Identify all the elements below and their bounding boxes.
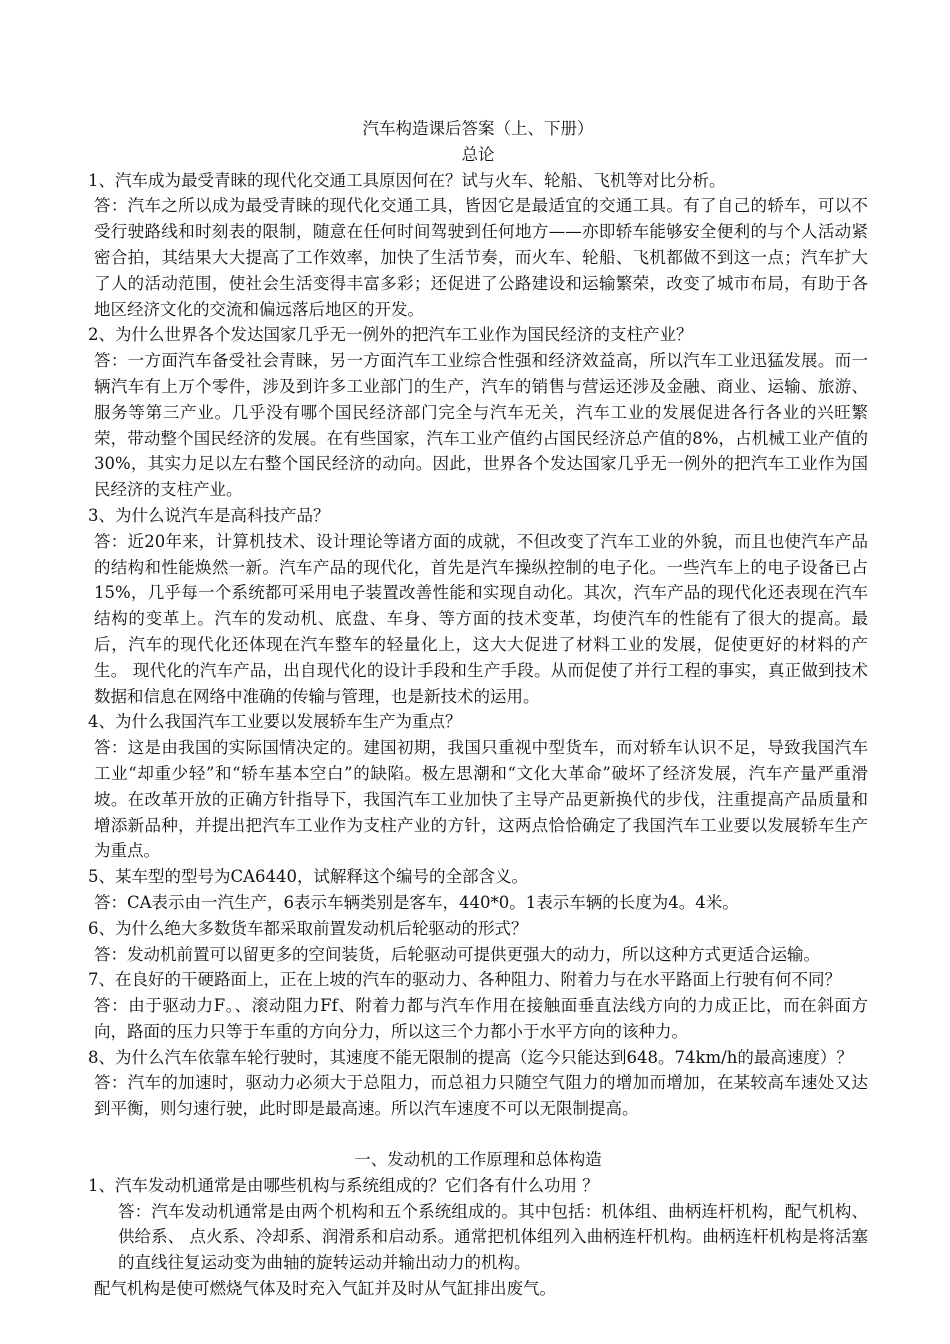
answer-1: 答：汽车之所以成为最受青睐的现代化交通工具，皆因它是最适宜的交通工具。有了自己的轿车，可以不受行驶路线和时刻表的限制，随意在任何时间驾驶到任何地方——亦即轿车能够安全便利的与个人活动紧密合拍，其结果大大提高了工作效率，加快了生活节奏，而火车、轮船、飞机都做不到这一点；汽车扩大了人的活动范围，使社会生活变得丰富多彩；还促进了公路建设和运输繁荣，改变了城市布局，有助于各地区经济文化的交流和偏远落后地区的开发。: [94, 196, 868, 319]
question-8: 8、为什么汽车依靠车轮行驶时，其速度不能无限制的提高（迄今只能达到648。74km/h的最高速度）？: [88, 1047, 853, 1067]
answer-7: 答：由于驱动力F。、滚动阻力Ff、附着力都与汽车作用在接触面垂直法线方向的力成正比，而在斜面方向，路面的压力只等于车重的方向分力，所以这三个力都小于水平方向的该种力。: [94, 996, 868, 1041]
answer-2: 答：一方面汽车备受社会青睐，另一方面汽车工业综合性强和经济效益高，所以汽车工业迅猛发展。而一辆汽车有上万个零件，涉及到许多工业部门的生产，汽车的销售与营运还涉及金融、商业、运输、旅游、服务等第三产业。几乎没有哪个国民经济部门完全与汽车无关，汽车工业的发展促进各行各业的兴旺繁荣，带动整个国民经济的发展。在有些国家，汽车工业产值约占国民经济总产值的8%，占机械工业产值的30%，其实力足以左右整个国民经济的动向。因此，世界各个发达国家几乎无一例外的把汽车工业作为国民经济的支柱产业。: [94, 351, 868, 500]
section-title-intro: 总论: [461, 144, 495, 164]
section-spacer: [88, 1122, 868, 1147]
answer-6: 答：发动机前置可以留更多的空间装货，后轮驱动可提供更强大的动力，所以这种方式更适合运输。: [94, 944, 820, 964]
answer-3: 答：近20年来，计算机技术、设计理论等诸方面的成就，不但改变了汽车工业的外貌，而且也使汽车产品的结构和性能焕然一新。汽车产品的现代化，首先是汽车操纵控制的电子化。一些汽车上的电子设备已占15%，几乎每一个系统都可采用电子装置改善性能和实现自动化。其次，汽车产品的现代化还表现在汽车结构的变革上。汽车的发动机、底盘、车身、等方面的技术变革，均使汽车的性能有了很大的提高。最后，汽车的现代化还体现在汽车整车的轻量化上，这大大促进了材料工业的发展，促使更好的材料的产生。 现代化的汽车产品，出自现代化的设计手段和生产手段。从而促使了并行工程的事实，真正做到技术数据和信息在网络中准确的传输与管理，也是新技术的运用。: [94, 531, 868, 706]
question-2: 2、为什么世界各个发达国家几乎无一例外的把汽车工业作为国民经济的支柱产业？: [88, 325, 693, 345]
question-5: 5、某车型的型号为CA6440，试解释这个编号的全部含义。: [88, 867, 529, 887]
question-3: 3、为什么说汽车是高科技产品？: [88, 505, 330, 525]
question-1: 1、汽车成为最受青睐的现代化交通工具原因何在？试与火车、轮船、飞机等对比分析。: [88, 170, 726, 190]
document-title: 汽车构造课后答案（上、下册）: [362, 119, 594, 138]
chapter1-question-1: 1、汽车发动机通常是由哪些机构与系统组成的？它们各有什么功用 ？: [88, 1175, 599, 1195]
answer-5: 答：CA表示由一汽生产，6表示车辆类别是客车，440*0。1表示车辆的长度为4。4米。: [94, 892, 739, 912]
answer-8: 答：汽车的加速时，驱动力必须大于总阻力，而总祖力只随空气阻力的增加而增加，在某较高车速处又达到平衡，则匀速行驶，此时即是最高速。所以汽车速度不可以无限制提高。: [94, 1073, 868, 1119]
question-6: 6、为什么绝大多数货车都采取前置发动机后轮驱动的形式？: [88, 918, 528, 938]
question-7: 7、在良好的干硬路面上，正在上坡的汽车的驱动力、各种阻力、附着力与在水平路面上行驶有何不同？: [88, 970, 841, 990]
chapter1-answer-1-continued: 配气机构是使可燃烧气体及时充入气缸并及时从气缸排出废气。: [94, 1279, 556, 1299]
document-page: [88, 116, 868, 1302]
answer-4: 答：这是由我国的实际国情决定的。建国初期，我国只重视中型货车，而对轿车认识不足，导致我国汽车工业“却重少轻”和“轿车基本空白”的缺陷。极左思潮和“文化大革命”破坏了经济发展，汽车产量严重滑坡。在改革开放的正确方针指导下，我国汽车工业加快了主导产品更新换代的步伐，注重提高产品质量和增添新品种，并提出把汽车工业作为支柱产业的方针，这两点恰恰确定了我国汽车工业要以发展轿车生产为重点。: [94, 738, 868, 861]
chapter1-answer-1: 答：汽车发动机通常是由两个机构和五个系统组成的。其中包括：机体组、曲柄连杆机构，配气机构、供给系、 点火系、冷却系、润滑系和启动系。通常把机体组列入曲柄连杆机构。曲柄连杆机构是将活塞的直线往复运动变为曲轴的旋转运动并输出动力的机构。: [118, 1201, 868, 1273]
section-title-engine: 一、发动机的工作原理和总体构造: [354, 1150, 602, 1170]
question-4: 4、为什么我国汽车工业要以发展轿车生产为重点？: [88, 712, 462, 732]
